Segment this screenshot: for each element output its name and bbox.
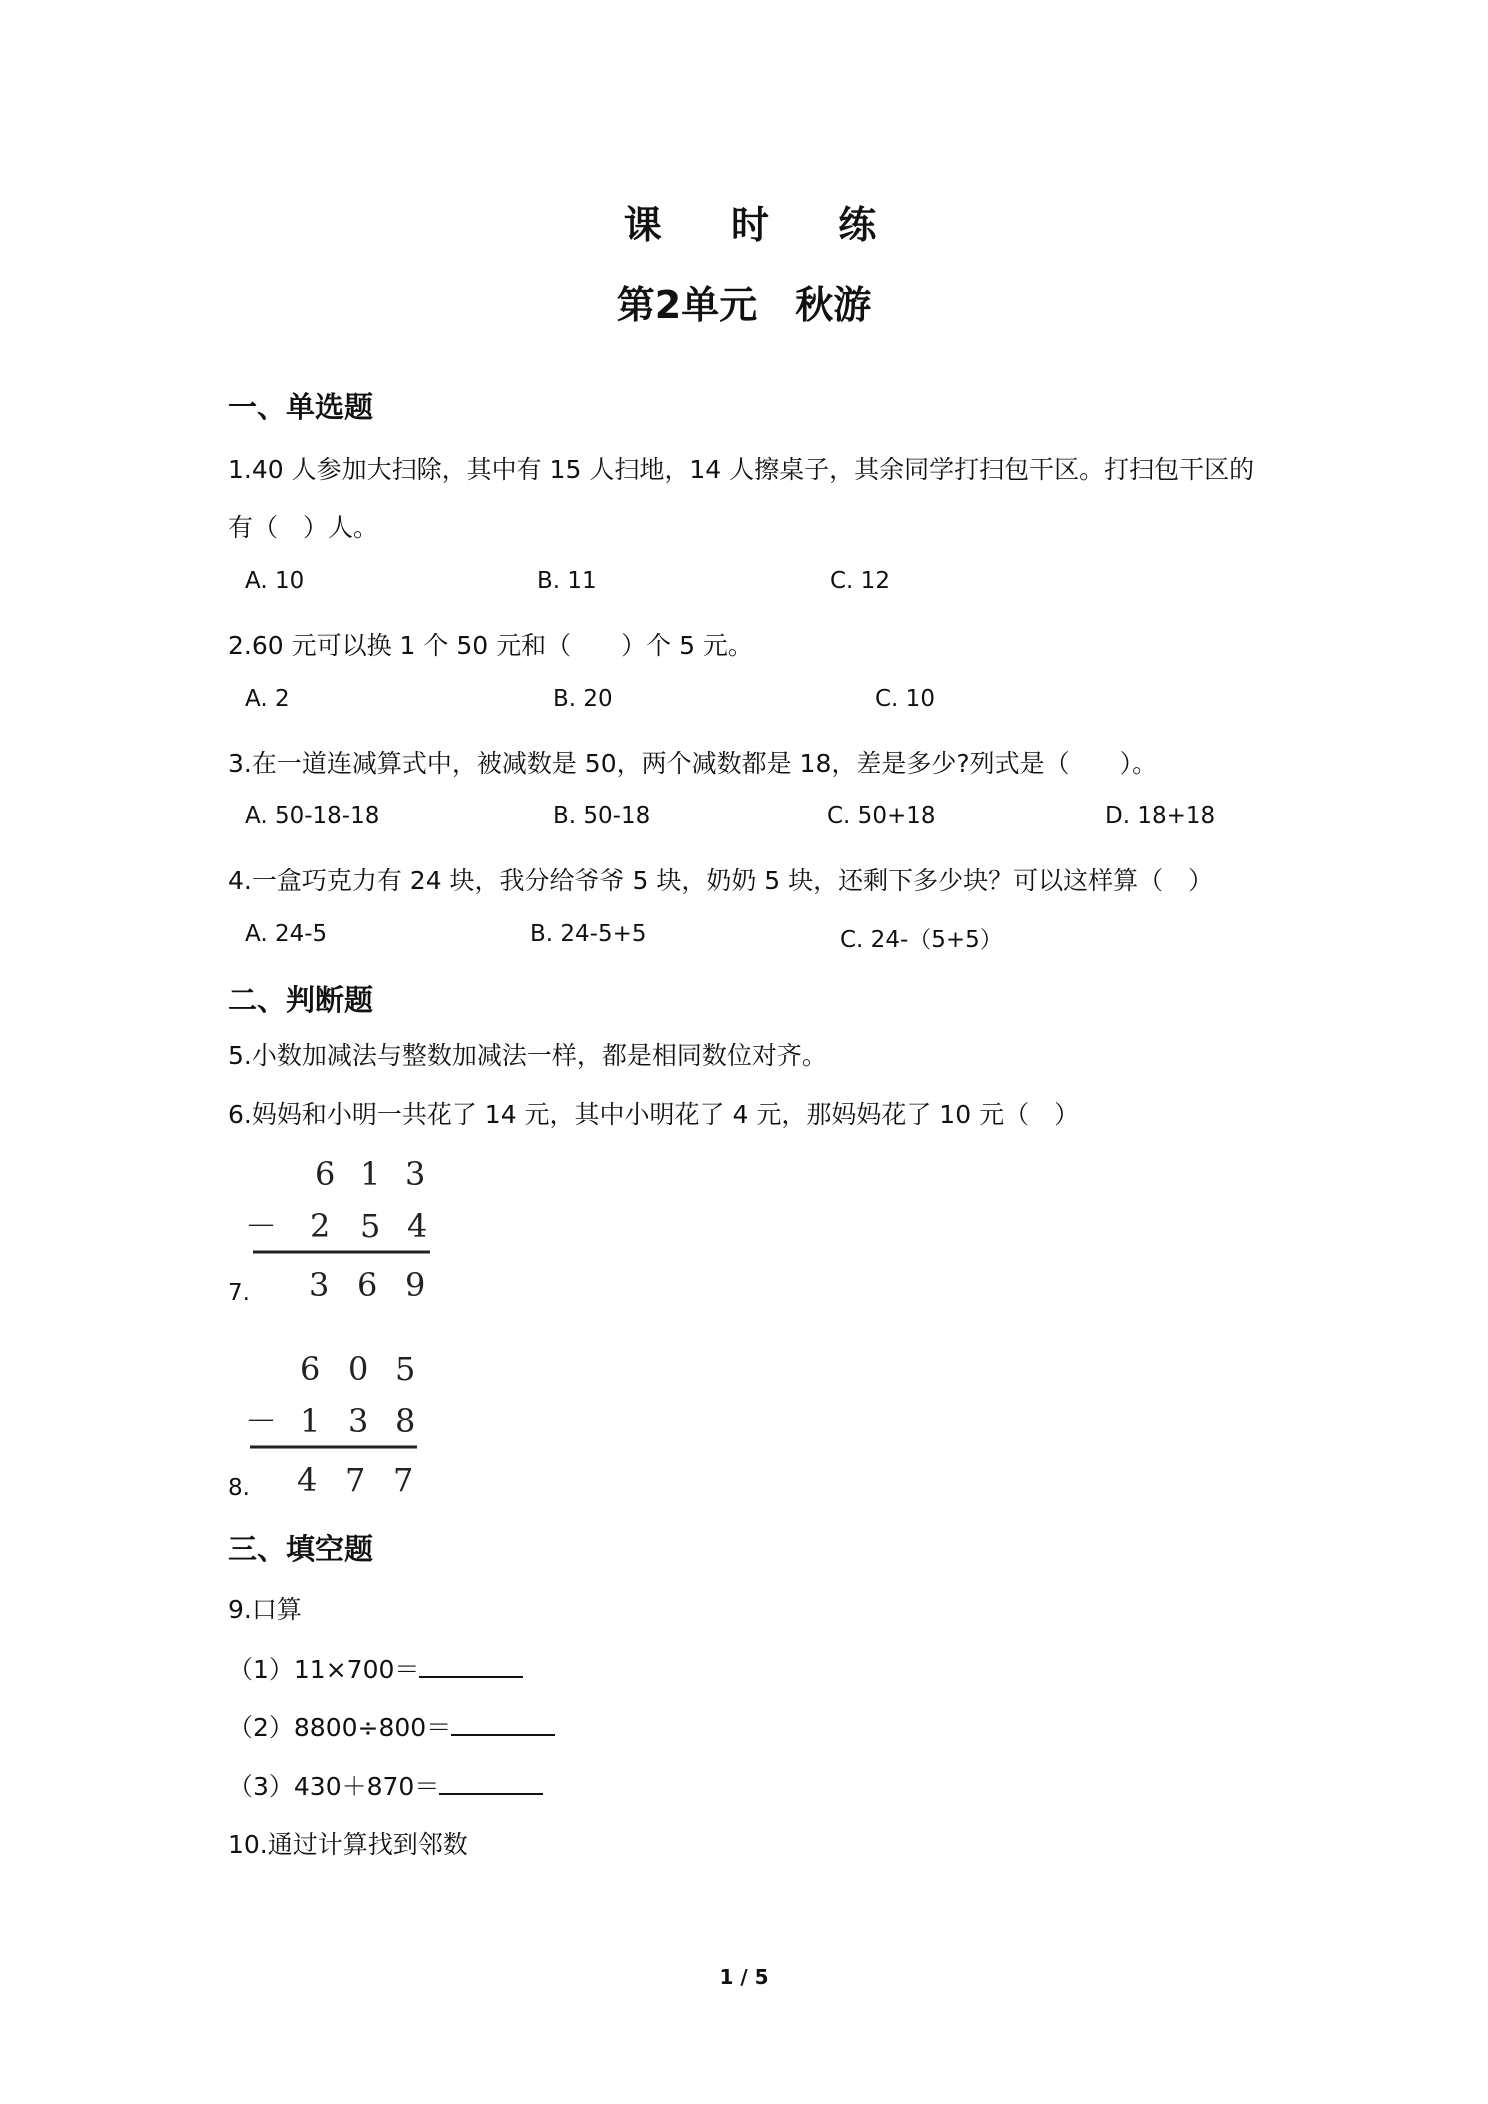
question-10: 10.通过计算找到邻数 xyxy=(228,1830,468,1859)
question-5: 5.小数加减法与整数加减法一样，都是相同数位对齐。 xyxy=(228,1041,827,1070)
q9-item-1 xyxy=(228,1650,523,1686)
q2-option-b: B. 20 xyxy=(553,686,613,712)
section-heading-single-choice: 一、单选题 xyxy=(228,390,374,424)
q3-option-c: C. 50+18 xyxy=(827,803,936,829)
q9-item-2 xyxy=(228,1708,555,1744)
q1-option-b: B. 11 xyxy=(537,568,597,594)
question-4: 4.一盒巧克力有 24 块，我分给爷爷 5 块，奶奶 5 块，还剩下多少块？可以这样算（ ） xyxy=(228,866,1214,895)
q8-top-digit-2: 0 xyxy=(348,1350,369,1388)
question-8-label: 8. xyxy=(228,1475,250,1501)
q7-result-digit-3: 9 xyxy=(405,1266,426,1304)
question-1-line-2: 有（ ）人。 xyxy=(228,513,379,542)
q8-result-digit-1: 4 xyxy=(297,1461,318,1499)
question-6: 6.妈妈和小明一共花了 14 元，其中小明花了 4 元，那妈妈花了 10 元（ ） xyxy=(228,1100,1080,1129)
q7-top-digit-2: 1 xyxy=(360,1155,381,1193)
q9-item-2-text: （2）8800÷800＝ xyxy=(228,1713,452,1742)
q8-top-digit-1: 6 xyxy=(300,1350,321,1388)
question-3: 3.在一道连减算式中，被减数是 50，两个减数都是 18，差是多少?列式是（ ）。 xyxy=(228,749,1158,778)
q4-option-a: A. 24-5 xyxy=(245,921,328,947)
q7-vertical-subtraction xyxy=(245,1150,445,1314)
question-7-label: 7. xyxy=(228,1280,250,1306)
q4-option-b: B. 24-5+5 xyxy=(530,921,647,947)
page-number: 1 / 5 xyxy=(719,1965,769,1989)
q3-option-b: B. 50-18 xyxy=(553,803,651,829)
q8-vertical-subtraction xyxy=(245,1345,445,1509)
page-title: 课 时 练 xyxy=(623,203,905,247)
q7-top-digit-3: 3 xyxy=(405,1155,426,1193)
q7-result-digit-2: 6 xyxy=(357,1266,378,1304)
q8-mid-digit-2: 3 xyxy=(348,1402,369,1440)
question-1-line-1: 1.40 人参加大扫除，其中有 15 人扫地，14 人擦桌子，其余同学打扫包干区。打扫包干区的 xyxy=(228,455,1255,484)
q8-top-digit-3: 5 xyxy=(395,1350,416,1388)
q3-option-a: A. 50-18-18 xyxy=(245,803,380,829)
q9-item-3 xyxy=(228,1767,543,1803)
section-heading-fill-in: 三、填空题 xyxy=(228,1532,374,1566)
q7-mid-digit-2: 5 xyxy=(360,1207,381,1245)
q3-option-d: D. 18+18 xyxy=(1105,803,1216,829)
question-9: 9.口算 xyxy=(228,1595,302,1624)
q1-option-a: A. 10 xyxy=(245,568,305,594)
q8-minus-sign: － xyxy=(245,1402,278,1440)
page-subtitle: 第2单元 秋游 xyxy=(616,283,872,327)
q9-item-1-text: （1）11×700＝ xyxy=(228,1655,420,1684)
q1-option-c: C. 12 xyxy=(830,568,890,594)
q9-item-1-blank xyxy=(419,1658,523,1678)
q7-mid-digit-1: 2 xyxy=(310,1207,331,1245)
q7-result-digit-1: 3 xyxy=(309,1266,330,1304)
q4-option-c: C. 24-（5+5） xyxy=(840,927,1003,953)
q2-option-c: C. 10 xyxy=(875,686,935,712)
q7-top-digit-1: 6 xyxy=(315,1155,336,1193)
section-heading-true-false: 二、判断题 xyxy=(228,983,374,1017)
q9-item-3-text: （3）430＋870＝ xyxy=(228,1772,440,1801)
q7-minus-sign: － xyxy=(245,1207,278,1245)
q8-mid-digit-1: 1 xyxy=(300,1402,321,1440)
q8-result-digit-3: 7 xyxy=(393,1461,414,1499)
question-2: 2.60 元可以换 1 个 50 元和（ ）个 5 元。 xyxy=(228,631,753,660)
q9-item-2-blank xyxy=(451,1716,555,1736)
q8-result-digit-2: 7 xyxy=(345,1461,366,1499)
q8-mid-digit-3: 8 xyxy=(395,1402,416,1440)
q9-item-3-blank xyxy=(439,1775,543,1795)
q7-mid-digit-3: 4 xyxy=(407,1207,428,1245)
q2-option-a: A. 2 xyxy=(245,686,290,712)
